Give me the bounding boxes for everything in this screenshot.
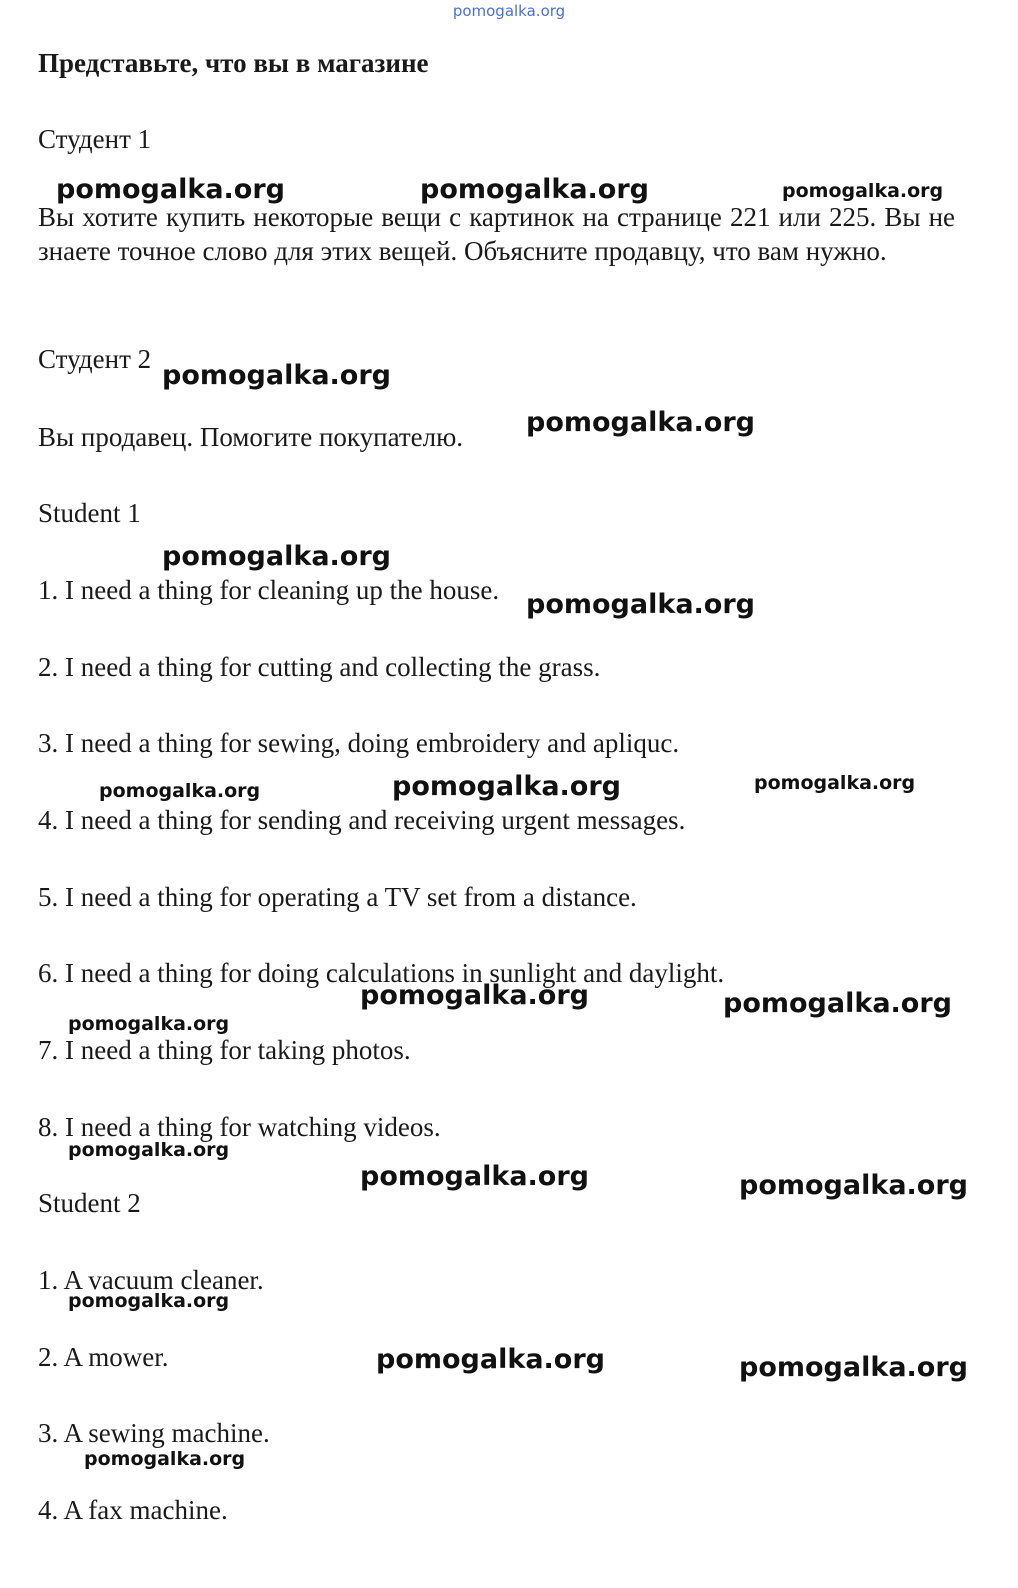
list-item: 2. A mower. <box>38 1342 169 1372</box>
watermark: pomogalka.org <box>739 1352 968 1383</box>
watermark: pomogalka.org <box>84 1448 246 1470</box>
watermark: pomogalka.org <box>99 780 261 802</box>
list-item: 3. A sewing machine. <box>38 1418 270 1448</box>
page-title: Представьте, что вы в магазине <box>38 48 429 78</box>
header-watermark: pomogalka.org <box>452 2 566 20</box>
watermark: pomogalka.org <box>360 980 589 1011</box>
list-item: 7. I need a thing for taking photos. <box>38 1035 411 1065</box>
list-item: 6. I need a thing for doing calculations in sunlight and daylight. <box>38 958 725 988</box>
watermark: pomogalka.org <box>376 1344 605 1375</box>
watermark: pomogalka.org <box>162 360 391 391</box>
watermark: pomogalka.org <box>56 174 285 205</box>
watermark: pomogalka.org <box>360 1161 589 1192</box>
list-item: 5. I need a thing for operating a TV set from a distance. <box>38 882 637 912</box>
watermark: pomogalka.org <box>162 541 391 572</box>
watermark: pomogalka.org <box>392 771 621 802</box>
list-item: 2. I need a thing for cutting and collecting the grass. <box>38 652 601 682</box>
watermark: pomogalka.org <box>68 1290 230 1312</box>
watermark: pomogalka.org <box>739 1170 968 1201</box>
section2-heading: Студент 2 <box>38 344 152 374</box>
watermark: pomogalka.org <box>68 1139 230 1161</box>
list-item: 3. I need a thing for sewing, doing embroidery and apliquc. <box>38 728 680 758</box>
watermark: pomogalka.org <box>723 988 952 1019</box>
list-item: 8. I need a thing for watching videos. <box>38 1112 441 1142</box>
list-item: 1. I need a thing for cleaning up the house. <box>38 575 500 605</box>
student2-heading: Student 2 <box>38 1188 141 1218</box>
list-item: 4. A fax machine. <box>38 1495 228 1525</box>
section1-heading: Студент 1 <box>38 124 152 154</box>
student1-heading: Student 1 <box>38 498 141 528</box>
watermark: pomogalka.org <box>526 407 755 438</box>
watermark: pomogalka.org <box>68 1013 230 1035</box>
watermark: pomogalka.org <box>754 772 916 794</box>
section2-text: Вы продавец. Помогите покупателю. <box>38 422 464 452</box>
list-item: 4. I need a thing for sending and receiving urgent messages. <box>38 805 686 835</box>
watermark: pomogalka.org <box>782 180 944 202</box>
list-item: 1. A vacuum cleaner. <box>38 1265 264 1295</box>
section1-text: Вы хотите купить некоторые вещи с картинок на странице 221 или 225. Вы не знаете точное слово для этих вещей. Объясните продавцу, что вам нужно. <box>38 202 955 266</box>
watermark: pomogalka.org <box>420 174 649 205</box>
watermark: pomogalka.org <box>526 589 755 620</box>
